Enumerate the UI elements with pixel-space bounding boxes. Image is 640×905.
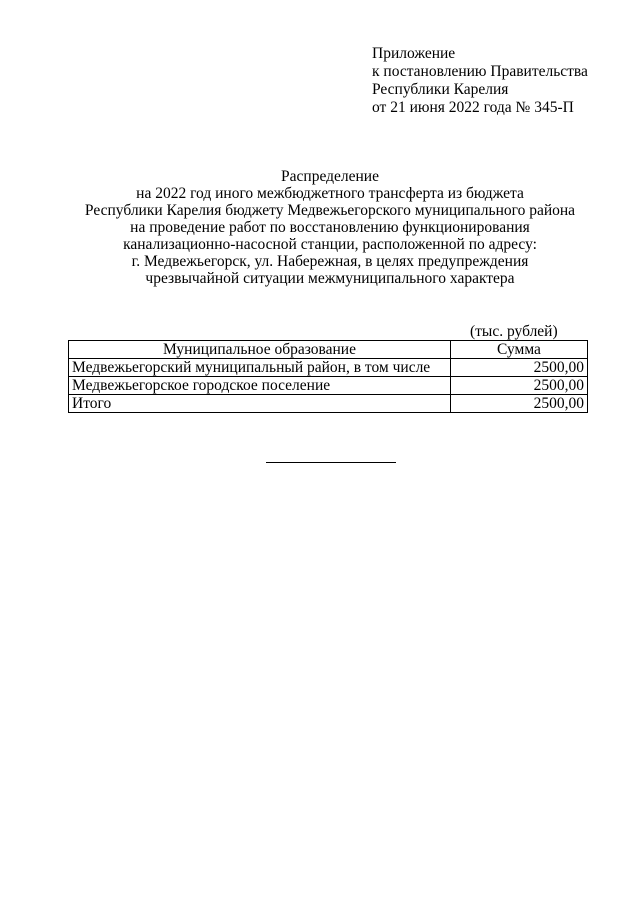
title-line: Распределение	[281, 168, 379, 185]
table-row	[69, 377, 588, 395]
appendix-line: к постановлению Правительства	[372, 63, 588, 80]
appendix-line: Республики Карелия	[372, 81, 509, 98]
title-line: Республики Карелия бюджету Медвежьегорского муниципального района	[84, 202, 576, 219]
total-label-cell: Итого	[69, 395, 451, 413]
title-line: на 2022 год иного межбюджетного трансферта из бюджета	[136, 185, 524, 202]
distribution-table	[68, 340, 588, 413]
appendix-line: от 21 июня 2022 года № 345-П	[372, 99, 574, 116]
column-header-amount: Сумма	[451, 341, 588, 359]
table-header-row	[69, 341, 588, 359]
document-title	[40, 168, 620, 287]
end-of-document-rule	[266, 462, 396, 463]
title-line: канализационно-насосной станции, расположенной по адресу:	[123, 236, 537, 253]
column-header-municipality: Муниципальное образование	[69, 341, 451, 359]
amount-cell: 2500,00	[451, 359, 588, 377]
table-row	[69, 359, 588, 377]
amount-cell: 2500,00	[451, 377, 588, 395]
table-row-total	[69, 395, 588, 413]
title-line: на проведение работ по восстановлению функционирования	[130, 219, 530, 236]
title-line: чрезвычайной ситуации межмуниципального характера	[145, 270, 515, 287]
municipality-cell: Медвежьегорское городское поселение	[69, 377, 451, 395]
appendix-header	[372, 45, 632, 117]
appendix-line: Приложение	[372, 45, 456, 62]
title-line: г. Медвежьегорск, ул. Набережная, в целях предупреждения	[131, 253, 529, 270]
units-label: (тыс. рублей)	[470, 323, 558, 340]
total-amount-cell: 2500,00	[451, 395, 588, 413]
municipality-cell: Медвежьегорский муниципальный район, в том числе	[69, 359, 451, 377]
